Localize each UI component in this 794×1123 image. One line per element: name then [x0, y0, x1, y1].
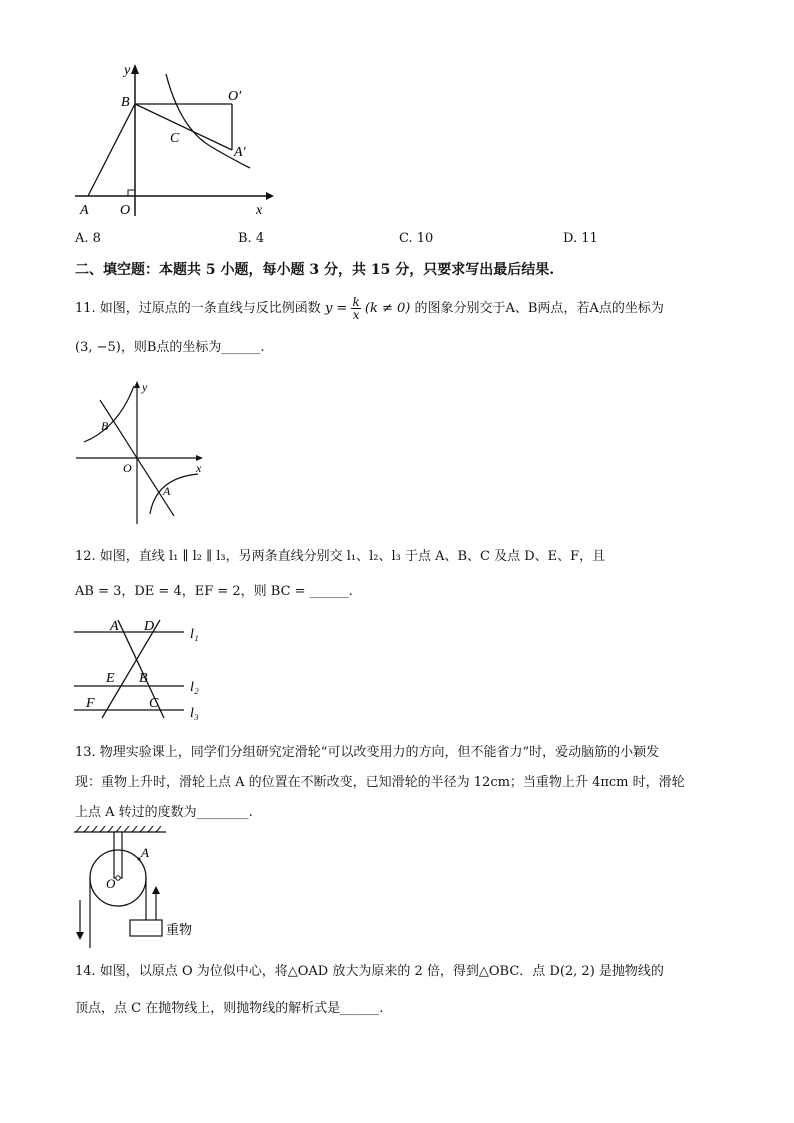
- q11-line2: [75, 338, 265, 358]
- fig10-label-O: O: [120, 203, 131, 218]
- fig12-label-l2: l₂: [190, 680, 199, 695]
- option-b[interactable]: B. 4: [238, 231, 265, 246]
- fig10-label-x: x: [256, 203, 263, 218]
- pulley-hanger: [114, 832, 122, 878]
- q11-text-1: 11. 如图，过原点的一条直线与反比例函数: [75, 301, 321, 316]
- fig12-label-l1: l₁: [190, 627, 199, 642]
- q14-line1: 14. 如图，以原点 O 为位似中心，将△OAD 放大为原来的 2 倍，得到△OBC．点 D(2, 2) 是抛物线的: [75, 964, 664, 979]
- q11-frac-den: x: [352, 308, 360, 322]
- fig11-label-B: B: [101, 419, 109, 433]
- q14-line2: 顶点，点 C 在抛物线上，则抛物线的解析式是______.: [75, 1001, 384, 1016]
- fig10-label-B: B: [121, 95, 130, 110]
- segment-ab: [88, 104, 135, 196]
- segment-ba-prime: [135, 104, 232, 150]
- fig12-label-D: D: [144, 619, 155, 634]
- down-arrow-icon: [76, 932, 84, 940]
- q12-line1: 12. 如图，直线 l₁ ∥ l₂ ∥ l₃，另两条直线分别交 l₁、l₂、l₃ 于点 A、B、C 及点 D、E、F，且: [75, 549, 606, 564]
- fig12-label-A: A: [110, 619, 119, 634]
- option-a[interactable]: A. 8: [75, 231, 101, 246]
- ceiling-hatching: [76, 826, 161, 832]
- fig13-label-weight: 重物: [166, 922, 193, 937]
- q11-func-lhs: y =: [324, 301, 348, 316]
- q11-condition: (k ≠ 0): [364, 301, 411, 316]
- q11-figure: [72, 378, 212, 528]
- fig11-label-x: x: [196, 461, 202, 475]
- fig10-label-C: C: [170, 131, 180, 146]
- q12-figure: [72, 614, 222, 726]
- fig13-label-O: O: [106, 876, 116, 891]
- q11-text-3: ，则B点的坐标为______.: [120, 340, 265, 355]
- y-axis-arrow: [131, 64, 139, 74]
- fig12-label-C: C: [149, 696, 159, 711]
- fig10-label-y: y: [124, 63, 131, 78]
- q13-line3: 上点 A 转过的度数为________.: [75, 805, 253, 820]
- x-axis-arrow: [266, 192, 274, 200]
- fig10-label-A-prime: A′: [234, 145, 246, 160]
- right-angle-mark: [128, 190, 135, 196]
- option-c[interactable]: C. 10: [399, 231, 434, 246]
- q11-fraction: [351, 296, 360, 321]
- hyperbola-branch-lower-right: [150, 474, 198, 514]
- fig10-label-A: A: [80, 203, 89, 218]
- fig11-label-O: O: [123, 461, 132, 475]
- fig13-label-A: A: [141, 845, 149, 860]
- weight-box: [130, 920, 162, 936]
- q13-line1: 13. 物理实验课上，同学们分组研究定滑轮“可以改变用力的方向，但不能省力”时，爱动脑筋的小颖发: [75, 745, 660, 760]
- fig11-label-y: y: [142, 380, 148, 394]
- q13-line2: 现：重物上升时，滑轮上点 A 的位置在不断改变，已知滑轮的半径为 12cm；当重物上升 4πcm 时，滑轮: [75, 775, 685, 790]
- q11-line1: [75, 294, 664, 324]
- y-axis-arrow: [134, 381, 140, 388]
- q11-text-2: 的图象分别交于A、B两点，若A点的坐标为: [414, 301, 664, 316]
- fig12-label-B: B: [139, 671, 148, 686]
- option-d[interactable]: D. 11: [563, 231, 598, 246]
- pulley-center: [116, 876, 120, 880]
- section-heading: 二、填空题：本题共 5 小题，每小题 3 分，共 15 分，只要求写出最后结果.: [75, 262, 555, 278]
- q12-line2: AB = 3，DE = 4，EF = 2，则 BC = ______.: [75, 584, 353, 599]
- fig12-label-F: F: [86, 696, 95, 711]
- fig12-label-E: E: [106, 671, 115, 686]
- up-arrow-icon: [152, 886, 160, 894]
- fig11-label-A: A: [163, 484, 171, 498]
- q13-pulley-figure: [72, 826, 212, 950]
- fig10-label-O-prime: O′: [228, 89, 242, 104]
- fig12-label-l3: l₃: [190, 706, 199, 721]
- q11-frac-num: k: [352, 295, 360, 309]
- q10-figure: [70, 58, 280, 220]
- q11-coord: (3, −5): [75, 340, 121, 355]
